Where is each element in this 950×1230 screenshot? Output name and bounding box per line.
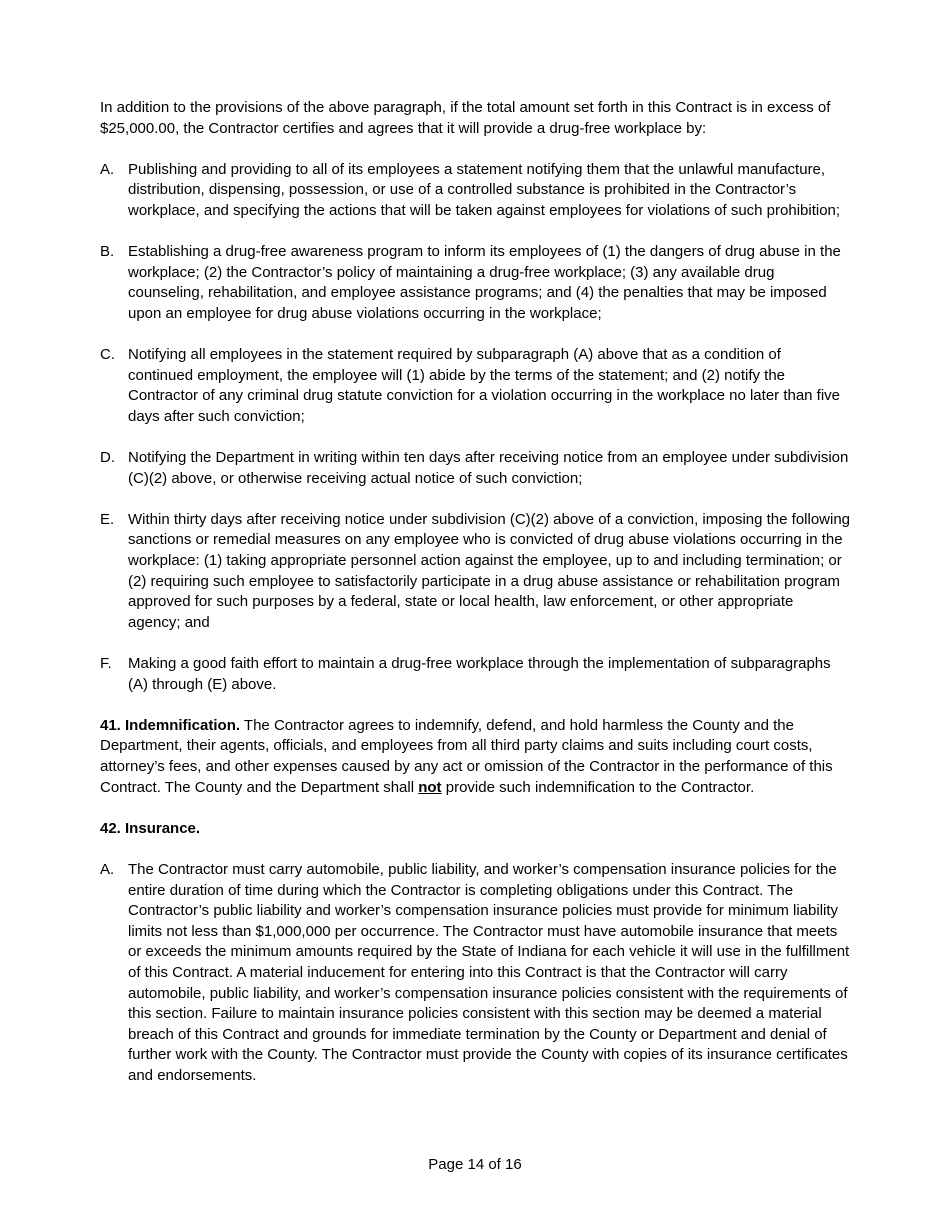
list-item-b: [100, 242, 850, 324]
list-item-text: Establishing a drug-free awareness program to inform its employees of (1) the dangers of drug abuse in the workplace; (2) the Contractor’s policy of maintaining a drug-free workplace; (3) any available drug counseling, rehabilitation, and employee assistance programs; and (4) the penalties that may be imposed upon an employee for drug abuse violations occurring in the workplace;: [128, 243, 841, 322]
insurance-heading: 42. Insurance.: [100, 819, 201, 837]
list-letter: C.: [100, 346, 115, 364]
list-item-text: Making a good faith effort to maintain a drug-free workplace through the implementation of subparagraphs (A) through (E) above.: [128, 655, 831, 693]
list-letter: D.: [100, 449, 115, 467]
list-letter: A.: [100, 860, 115, 878]
list-item-f: [100, 654, 850, 695]
list-item-text: Notifying all employees in the statement required by subparagraph (A) above that as a condition of continued employment, the employee will (1) abide by the terms of the statement; and (2) notify the Contractor of any criminal drug statute conviction for a violation occurring in the workplace no later than five days after such conviction;: [128, 346, 841, 425]
indemnification-text: The Contractor agrees to indemnify, defend, and hold harmless the County and the Department, their agents, officials, and employees from all third party claims and suits including court costs, attorney’s fees, and other expenses caused by any act or omission of the Contractor in the performance of this Contract. The County and the Department shall: [100, 716, 833, 796]
list-item-text: Publishing and providing to all of its employees a statement notifying them that the unlawful manufacture, distribution, dispensing, possession, or use of a controlled substance is prohibited in the Contractor’s workplace, and specifying the actions that will be taken against employees for violations of such prohibition;: [128, 160, 841, 219]
list-item-c: [100, 345, 850, 427]
list-letter: A.: [100, 160, 115, 178]
indemnification-text-end: provide such indemnification to the Contractor.: [441, 778, 755, 796]
insurance-list: [100, 860, 850, 1087]
list-item-a: [100, 160, 850, 222]
list-letter: B.: [100, 243, 115, 261]
list-item-d: [100, 448, 850, 489]
page-number-footer: Page 14 of 16: [428, 1156, 522, 1173]
list-item-text: Within thirty days after receiving notice under subdivision (C)(2) above of a conviction, imposing the following sanctions or remedial measures on any employee who is convicted of drug abuse violations occurring in the workplace: (1) taking appropriate personnel action against the employee, up to and including termination; or (2) requiring such employee to satisfactorily participate in a drug abuse assistance or rehabilitation program approved for such purposes by a federal, state or local health, law enforcement, or other appropriate agency; and: [128, 510, 851, 631]
indemnification-section: [100, 716, 850, 798]
list-item-text: Notifying the Department in writing within ten days after receiving notice from an employee under subdivision (C)(2) above, or otherwise receiving actual notice of such conviction;: [128, 449, 849, 487]
list-item-text: The Contractor must carry automobile, public liability, and worker’s compensation insurance policies for the entire duration of time during which the Contractor is completing obligations under this Contract. The Contractor’s public liability and worker’s compensation insurance policies must provide for minimum liability limits not less than $1,000,000 per occurrence. The Contractor must have automobile insurance that meets or exceeds the minimum amounts required by the State of Indiana for each vehicle it will use in the fulfillment of this Contract. A material inducement for entering into this Contract is that the Contractor will carry automobile, public liability, and worker’s compensation insurance policies consistent with the requirements of this section. Failure to maintain insurance policies consistent with this section may be deemed a material breach of this Contract and grounds for immediate termination by the County or Department and denial of further work with the County. The Contractor must provide the County with copies of its insurance certificates and endorsements.: [128, 860, 850, 1084]
document-page: [100, 98, 850, 1107]
list-letter: F.: [100, 655, 112, 673]
drug-free-list: [100, 160, 850, 695]
intro-paragraph: In addition to the provisions of the above paragraph, if the total amount set forth in this Contract is in excess of $25,000.00, the Contractor certifies and agrees that it will provide a drug-free workplace by:: [100, 99, 831, 137]
insurance-item-a: [100, 860, 850, 1087]
list-letter: E.: [100, 510, 115, 528]
indemnification-heading: 41. Indemnification.: [100, 716, 241, 734]
list-item-e: [100, 510, 850, 634]
indemnification-emphasis: not: [418, 778, 442, 796]
